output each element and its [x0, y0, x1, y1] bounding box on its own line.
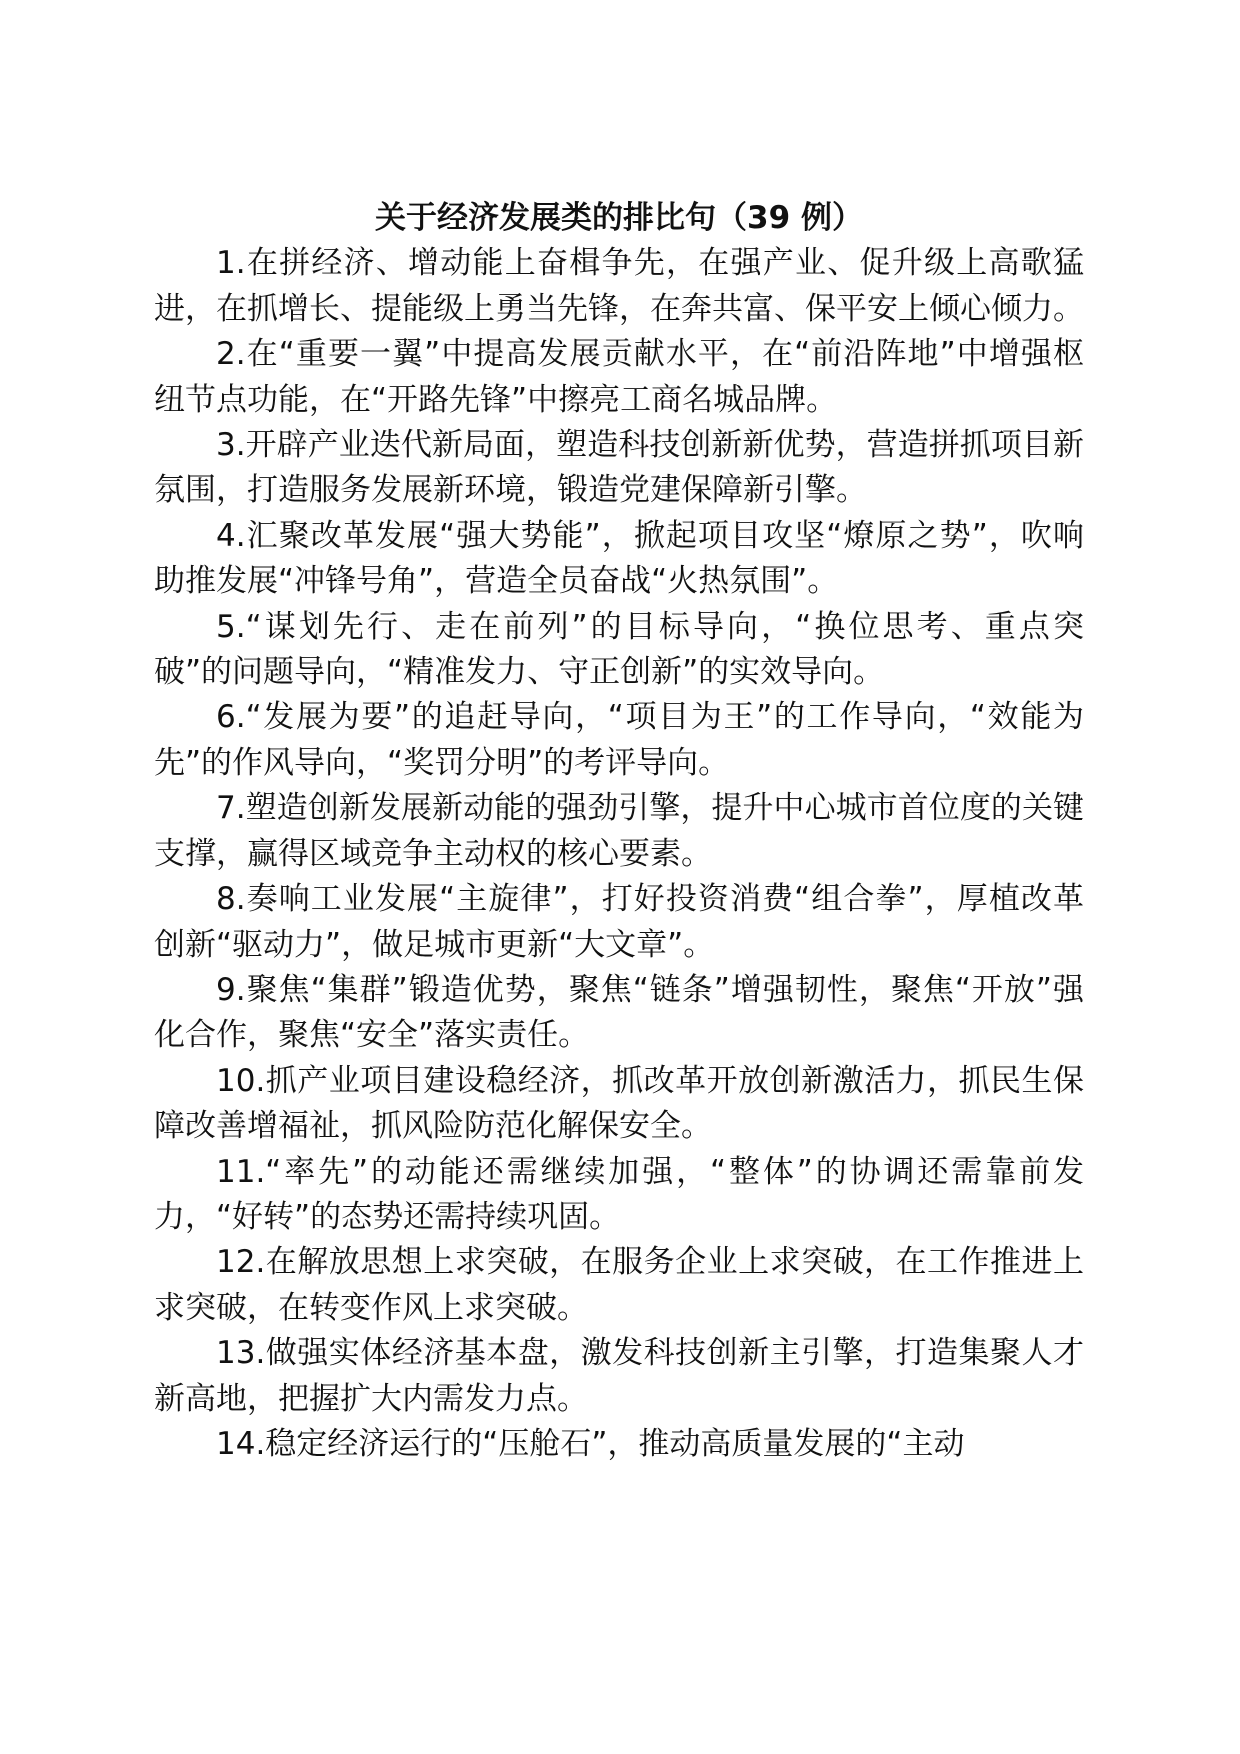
paragraph-11: 11.“率先”的动能还需继续加强，“整体”的协调还需靠前发力，“好转”的态势还需持续巩固。 — [154, 1153, 1084, 1235]
paragraph-7: 7.塑造创新发展新动能的强劲引擎，提升中心城市首位度的关键支撑，赢得区域竞争主动权的核心要素。 — [154, 790, 1084, 872]
document-title: 关于经济发展类的排比句（39 例） — [375, 200, 863, 236]
paragraph-6: 6.“发展为要”的追赶导向，“项目为王”的工作导向，“效能为先”的作风导向，“奖罚分明”的考评导向。 — [154, 699, 1084, 781]
paragraph-3: 3.开辟产业迭代新局面，塑造科技创新新优势，营造拼抓项目新氛围，打造服务发展新环境，锻造党建保障新引擎。 — [154, 427, 1084, 509]
paragraph-10: 10.抓产业项目建设稳经济，抓改革开放创新激活力，抓民生保障改善增福祉，抓风险防范化解保安全。 — [154, 1062, 1084, 1145]
paragraph-8: 8.奏响工业发展“主旋律”，打好投资消费“组合拳”，厚植改革创新“驱动力”，做足城市更新“大文章”。 — [154, 881, 1084, 963]
paragraph-5: 5.“谋划先行、走在前列”的目标导向，“换位思考、重点突破”的问题导向，“精准发力、守正创新”的实效导向。 — [154, 608, 1084, 691]
paragraph-14: 14.稳定经济运行的“压舱石”，推动高质量发展的“主动 — [216, 1425, 965, 1462]
paragraph-12: 12.在解放思想上求突破，在服务企业上求突破，在工作推进上求突破，在转变作风上求突破。 — [154, 1244, 1084, 1326]
paragraph-13: 13.做强实体经济基本盘，激发科技创新主引擎，打造集聚人才新高地，把握扩大内需发力点。 — [154, 1335, 1084, 1417]
document-body — [154, 196, 1084, 1467]
paragraph-9: 9.聚焦“集群”锻造优势，聚焦“链条”增强韧性，聚焦“开放”强化合作，聚焦“安全”落实责任。 — [154, 971, 1084, 1054]
paragraph-2: 2.在“重要一翼”中提高发展贡献水平，在“前沿阵地”中增强枢纽节点功能，在“开路先锋”中擦亮工商名城品牌。 — [154, 336, 1084, 418]
paragraph-4: 4.汇聚改革发展“强大势能”，掀起项目攻坚“燎原之势”，吹响助推发展“冲锋号角”，营造全员奋战“火热氛围”。 — [154, 517, 1084, 600]
paragraph-1: 1.在拼经济、增动能上奋楫争先，在强产业、促升级上高歌猛进，在抓增长、提能级上勇当先锋，在奔共富、保平安上倾心倾力。 — [154, 245, 1084, 327]
